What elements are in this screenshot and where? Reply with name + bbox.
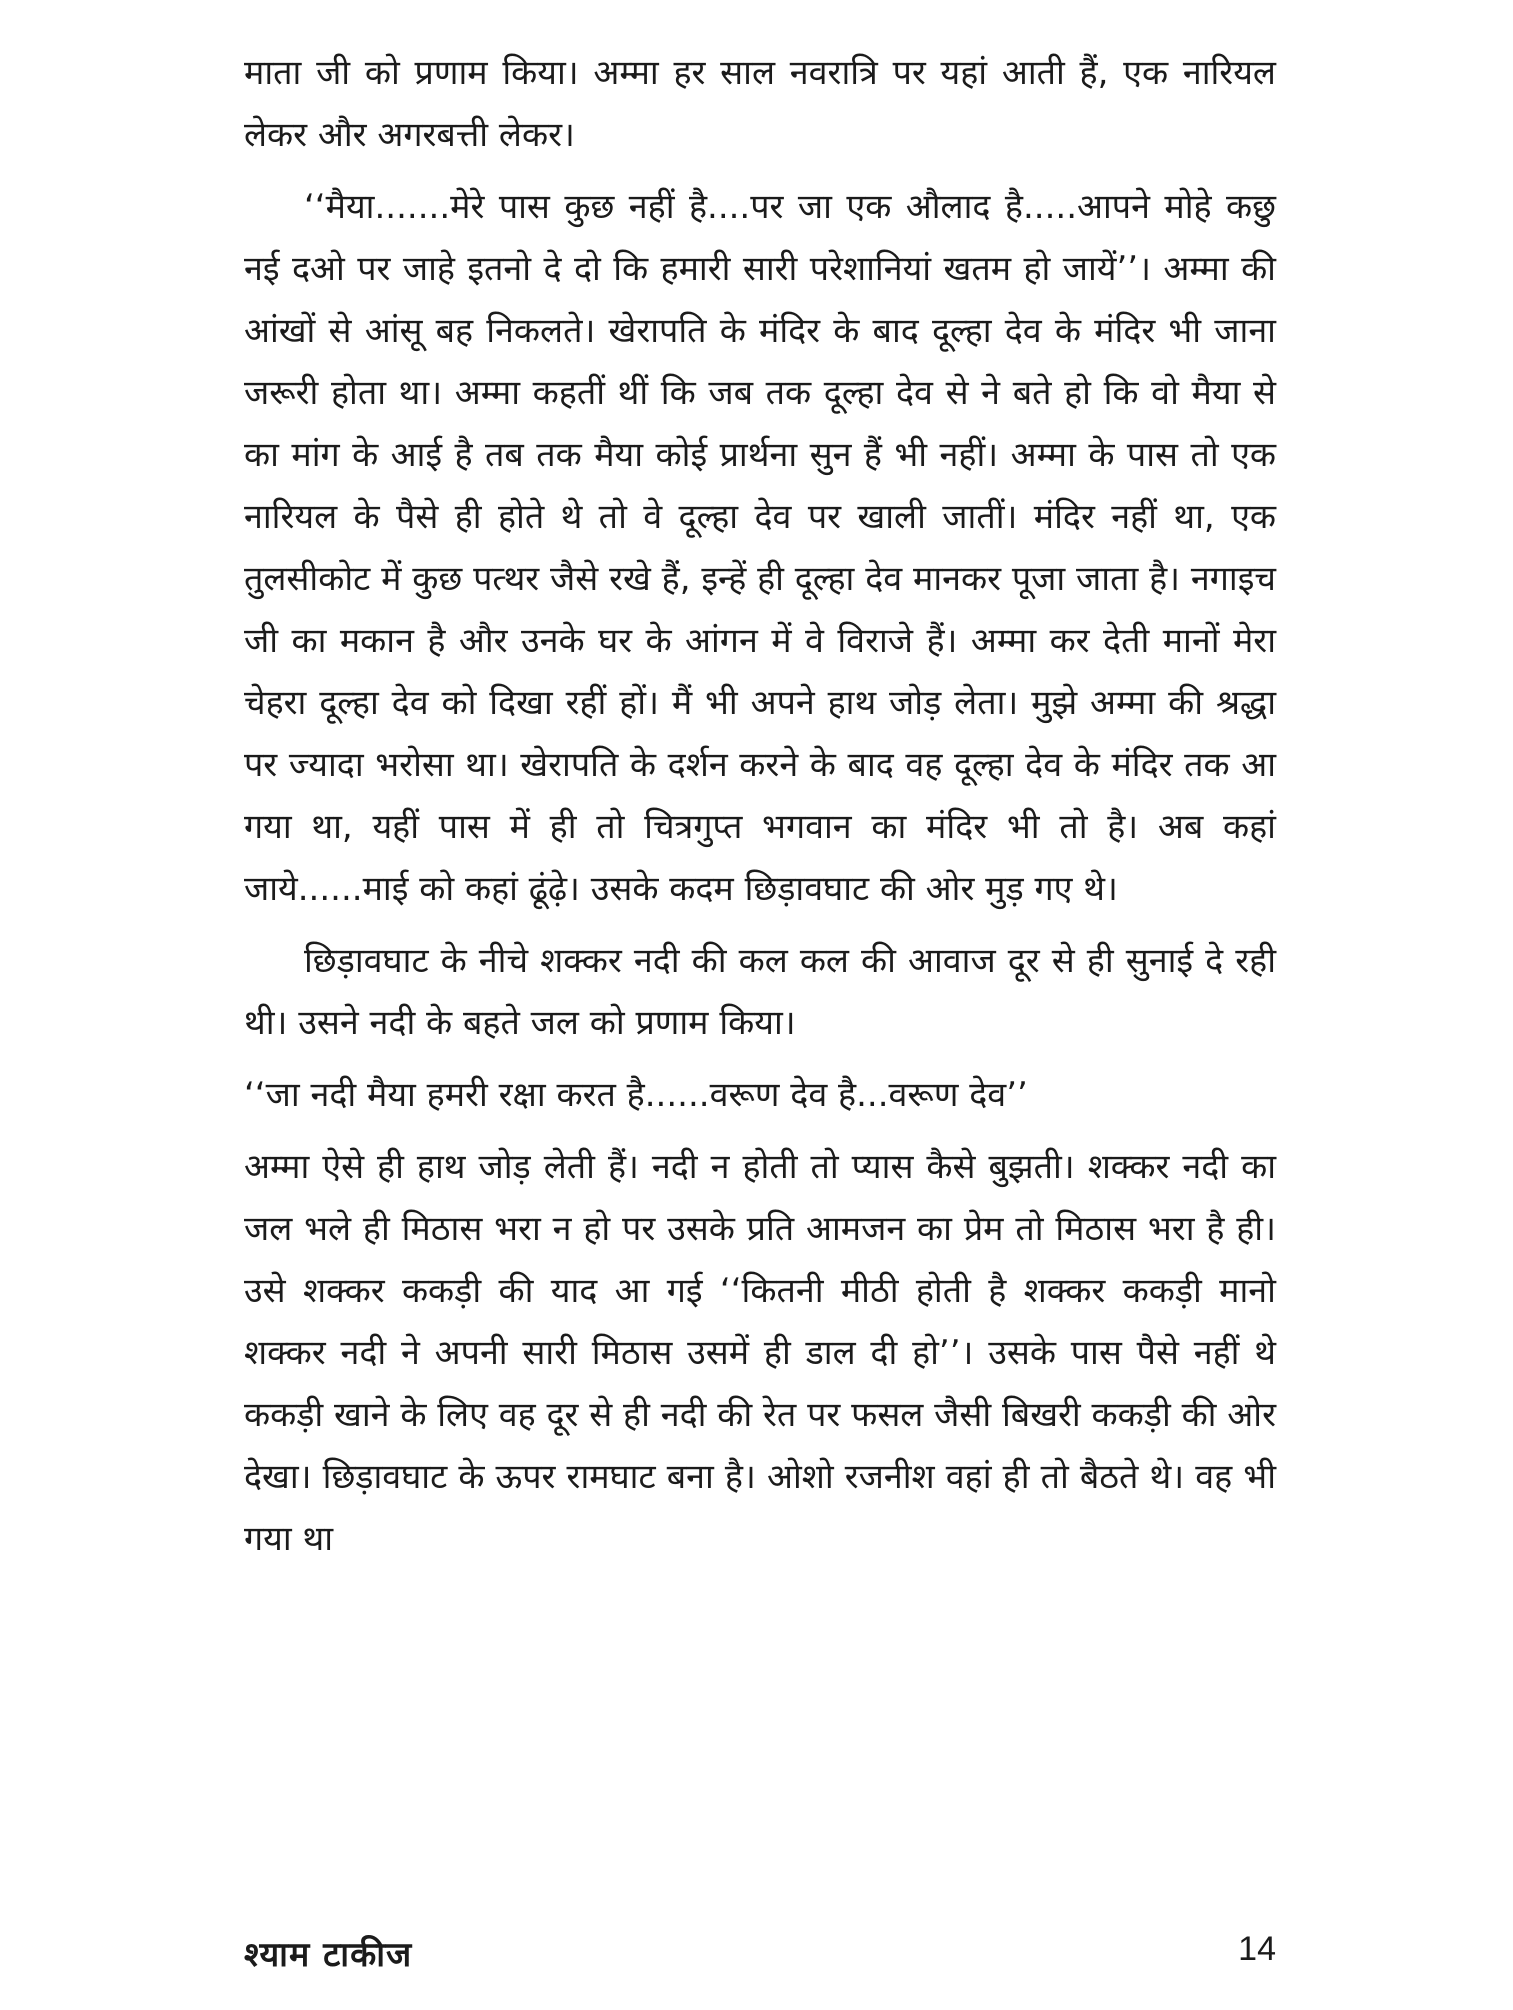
paragraph-2: ‘‘मैया.......मेरे पास कुछ नहीं है....पर जा एक औलाद है.....आपने मोहे कछु नई दओ पर जाहे इतनो दे दो कि हमारी सारी परेशानियां खतम हो जायें’’। अम्मा की आंखों से आंसू बह निकलते। खेरापति के मंदिर के बाद दूल्हा देव के मंदिर भी जाना जरूरी होता था। अम्मा कहतीं थीं कि जब तक दूल्हा देव से ने बते हो कि वो मैया से का मांग के आई है तब तक मैया कोई प्रार्थना सुन हैं भी नहीं। अम्मा के पास तो एक नारियल के पैसे ही होते थे तो वे दूल्हा देव पर खाली जातीं। मंदिर नहीं था, एक तुलसीकोट में कुछ पत्थर जैसे रखे हैं, इन्हें ही दूल्हा देव मानकर पूजा जाता है। नगाइच जी का मकान है और उनके घर के आंगन में वे विराजे हैं। अम्मा कर देती मानों मेरा चेहरा दूल्हा देव को दिखा रहीं हों। मैं भी अपने हाथ जोड़ लेता। मुझे अम्मा की श्रद्धा पर ज्यादा भरोसा था। खेरापति के दर्शन करने के बाद वह दूल्हा देव के मंदिर तक आ गया था, यहीं पास में ही तो चित्रगुप्त भगवान का मंदिर भी तो है। अब कहां जाये......माई को कहां ढूंढ़े। उसके कदम छिड़ावघाट की ओर मुड़ गए थे। (244, 187, 1276, 909)
page-number: 14 (1238, 1930, 1276, 1968)
paragraph-3: छिड़ावघाट के नीचे शक्कर नदी की कल कल की आवाज दूर से ही सुनाई दे रही थी। उसने नदी के बहते जल को प्रणाम किया। (244, 941, 1276, 1043)
book-title: श्याम टाकीज (244, 1935, 413, 1975)
page-footer (244, 1930, 1276, 1980)
body-text (244, 42, 1276, 1580)
paragraph-5: अम्मा ऐसे ही हाथ जोड़ लेती हैं। नदी न होती तो प्यास कैसे बुझती। शक्कर नदी का जल भले ही मिठास भरा न हो पर उसके प्रति आमजन का प्रेम तो मिठास भरा है ही। उसे शक्कर ककड़ी की याद आ गई ‘‘कितनी मीठी होती है शक्कर ककड़ी मानो शक्कर नदी ने अपनी सारी मिठास उसमें ही डाल दी हो’’। उसके पास पैसे नहीं थे ककड़ी खाने के लिए वह दूर से ही नदी की रेत पर फसल जैसी बिखरी ककड़ी की ओर देखा। छिड़ावघाट के ऊपर रामघाट बना है। ओशो रजनीश वहां ही तो बैठते थे। वह भी गया था (244, 1147, 1276, 1559)
paragraph-1: माता जी को प्रणाम किया। अम्मा हर साल नवरात्रि पर यहां आती हैं, एक नारियल लेकर और अगरबत्ती लेकर। (244, 53, 1276, 155)
quote-line: ‘‘जा नदी मैया हमरी रक्षा करत है......वरूण देव है...वरूण देव’’ (244, 1075, 1028, 1115)
